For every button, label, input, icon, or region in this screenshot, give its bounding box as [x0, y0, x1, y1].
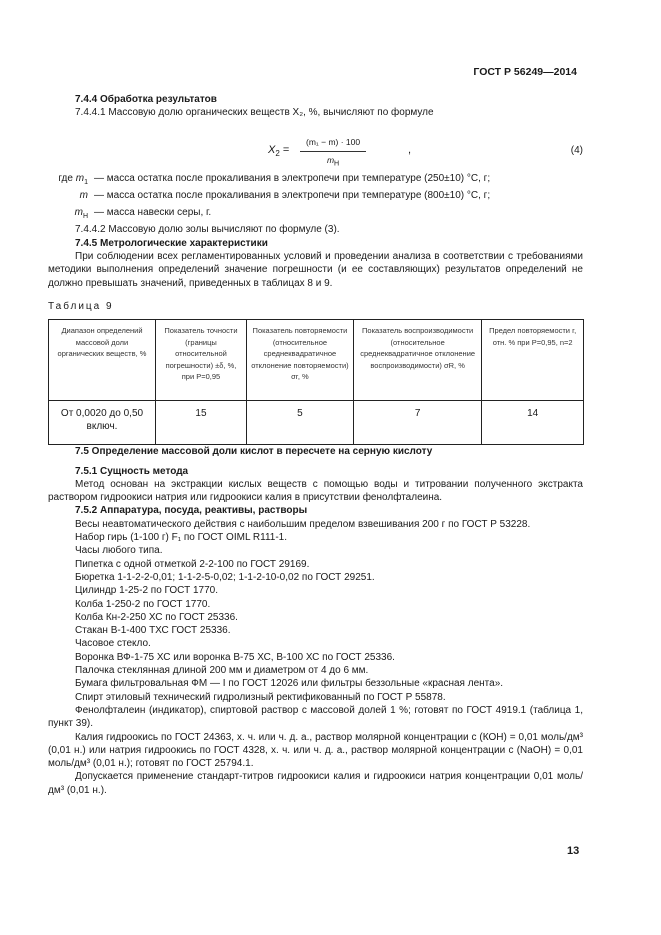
column-header: Предел повторяемости r, отн. % при P=0,95, n=2 [482, 320, 584, 401]
formula-4 [48, 128, 583, 172]
formula-number: (4) [570, 144, 583, 156]
list-item: Часы любого типа. [75, 545, 163, 557]
list-item: Часовое стекло. [75, 638, 151, 650]
paragraph-751: Метод основан на экстракции кислых веществ с помощью воды и титровании полученного экстракта раствором гидроокиси натрия или гидроокиси калия в присутствии фенолфталеина. [48, 478, 583, 504]
list-item: Весы неавтоматического действия с наибольшим пределом взвешивания 200 г по ГОСТ Р 53228. [75, 518, 531, 530]
equipment-list [48, 518, 583, 797]
table-caption: Таблица 9 [48, 300, 114, 312]
table-header-row [49, 320, 584, 401]
paragraph-7441: 7.4.4.1 Массовую долю органических веществ X₂, %, вычисляют по формуле [75, 107, 434, 119]
section-75-title: 7.5 Определение массовой доли кислот в пересчете на серную кислоту [75, 446, 433, 458]
list-item: Фенолфталеин (индикатор), спиртовой раствор с массовой долей 1 %; готовят по ГОСТ 4919.1 (таблица 1, пункт 39). [48, 704, 583, 730]
formula-numerator: (m₁ − m) · 100 [300, 136, 366, 152]
table-cell: 15 [156, 401, 247, 445]
list-item: Колба Кн-2-250 ХС по ГОСТ 25336. [75, 611, 238, 623]
list-item: Колба 1-250-2 по ГОСТ 1770. [75, 598, 211, 610]
paragraph-7442: 7.4.4.2 Массовую долю золы вычисляют по формуле (3). [75, 224, 340, 236]
list-item: Цилиндр 1-25-2 по ГОСТ 1770. [75, 585, 218, 597]
definition-row: m — масса остатка после прокаливания в электропечи при температуре (800±10) °С, г; [79, 189, 491, 201]
list-item: Воронка ВФ-1-75 ХС или воронка В-75 ХС, В-100 ХС по ГОСТ 25336. [75, 651, 395, 663]
section-751-title: 7.5.1 Сущность метода [75, 465, 189, 477]
list-item: Калия гидроокись по ГОСТ 24363, х. ч. или ч. д. а., раствор молярной концентрации c (КОН) = 0,01 моль/дм³ (0,01 н.) или натрия гидроокись по ГОСТ 4328, х. ч. или ч. д. а., раствор молярной концентрации c (NaOH) = 0,01 моль/дм³ (0,01 н.); готовят по ГОСТ 25794.1. [48, 731, 583, 770]
column-header: Диапазон определений массовой доли органических веществ, % [49, 320, 156, 401]
table-cell: 7 [353, 401, 481, 445]
section-745-title: 7.4.5 Метрологические характеристики [75, 237, 268, 249]
formula-denominator: $m_Н$ [326, 154, 340, 168]
document-code: ГОСТ Р 56249—2014 [473, 66, 577, 78]
list-item: Бюретка 1-1-2-2-0,01; 1-1-2-5-0,02; 1-1-2-10-0,02 по ГОСТ 29251. [75, 571, 375, 583]
list-item: Допускается применение стандарт-титров гидроокиси калия и гидроокиси натрия концентрации 0,01 моль/дм³ (0,01 н.). [48, 771, 583, 796]
table-cell: 14 [482, 401, 584, 445]
formula-fraction [300, 136, 366, 171]
section-744-title: 7.4.4 Обработка результатов [75, 94, 217, 105]
formula-comma: , [408, 143, 412, 156]
definition-row: где $m_1$ — масса остатка после прокаливания в электропечи при температуре (250±10) °С, г; [58, 172, 491, 186]
list-item: Стакан В-1-400 ТХС ГОСТ 25336. [75, 625, 231, 637]
table-9 [48, 319, 584, 445]
list-item: Спирт этиловый технический гидролизный ректификованный по ГОСТ Р 55878. [75, 691, 446, 703]
table-cell: 5 [246, 401, 353, 445]
variable-definitions [48, 172, 583, 224]
paragraph-745: При соблюдении всех регламентированных условий и проведении анализа в соответствии с требованиями методики выполнения определений значение погрешности (и ее составляющих) результатов определений не должно превышать значений, приведенных в таблицах 8 и 9. [48, 251, 583, 289]
column-header: Показатель точности (границы относительной погрешности) ±δ, %, при P=0,95 [156, 320, 247, 401]
table-row [49, 401, 584, 445]
list-item: Набор гирь (1-100 г) F₁ по ГОСТ OIML R111-1. [75, 532, 288, 544]
page-content [48, 93, 583, 797]
column-header: Показатель воспроизводимости (относительное среднеквадратичное отклонение воспроизводимости) σR, % [353, 320, 481, 401]
list-item: Бумага фильтровальная ФМ — I по ГОСТ 12026 или фильтры беззольные «красная лента». [75, 678, 504, 690]
formula-lhs: $X_2$ = [268, 143, 290, 158]
list-item: Пипетка с одной отметкой 2-2-100 по ГОСТ 29169. [75, 558, 310, 570]
page-number: 13 [567, 845, 580, 857]
table-cell: От 0,0020 до 0,50 включ. [49, 401, 156, 445]
section-752-title: 7.5.2 Аппаратура, посуда, реактивы, растворы [75, 505, 308, 517]
list-item: Палочка стеклянная длиной 200 мм и диаметром от 4 до 6 мм. [75, 665, 369, 677]
definition-row: $m_Н$ — масса навески серы, г. [74, 207, 212, 221]
column-header: Показатель повторяемости (относительное среднеквадратичное отклонение повторяемости) σr, % [246, 320, 353, 401]
